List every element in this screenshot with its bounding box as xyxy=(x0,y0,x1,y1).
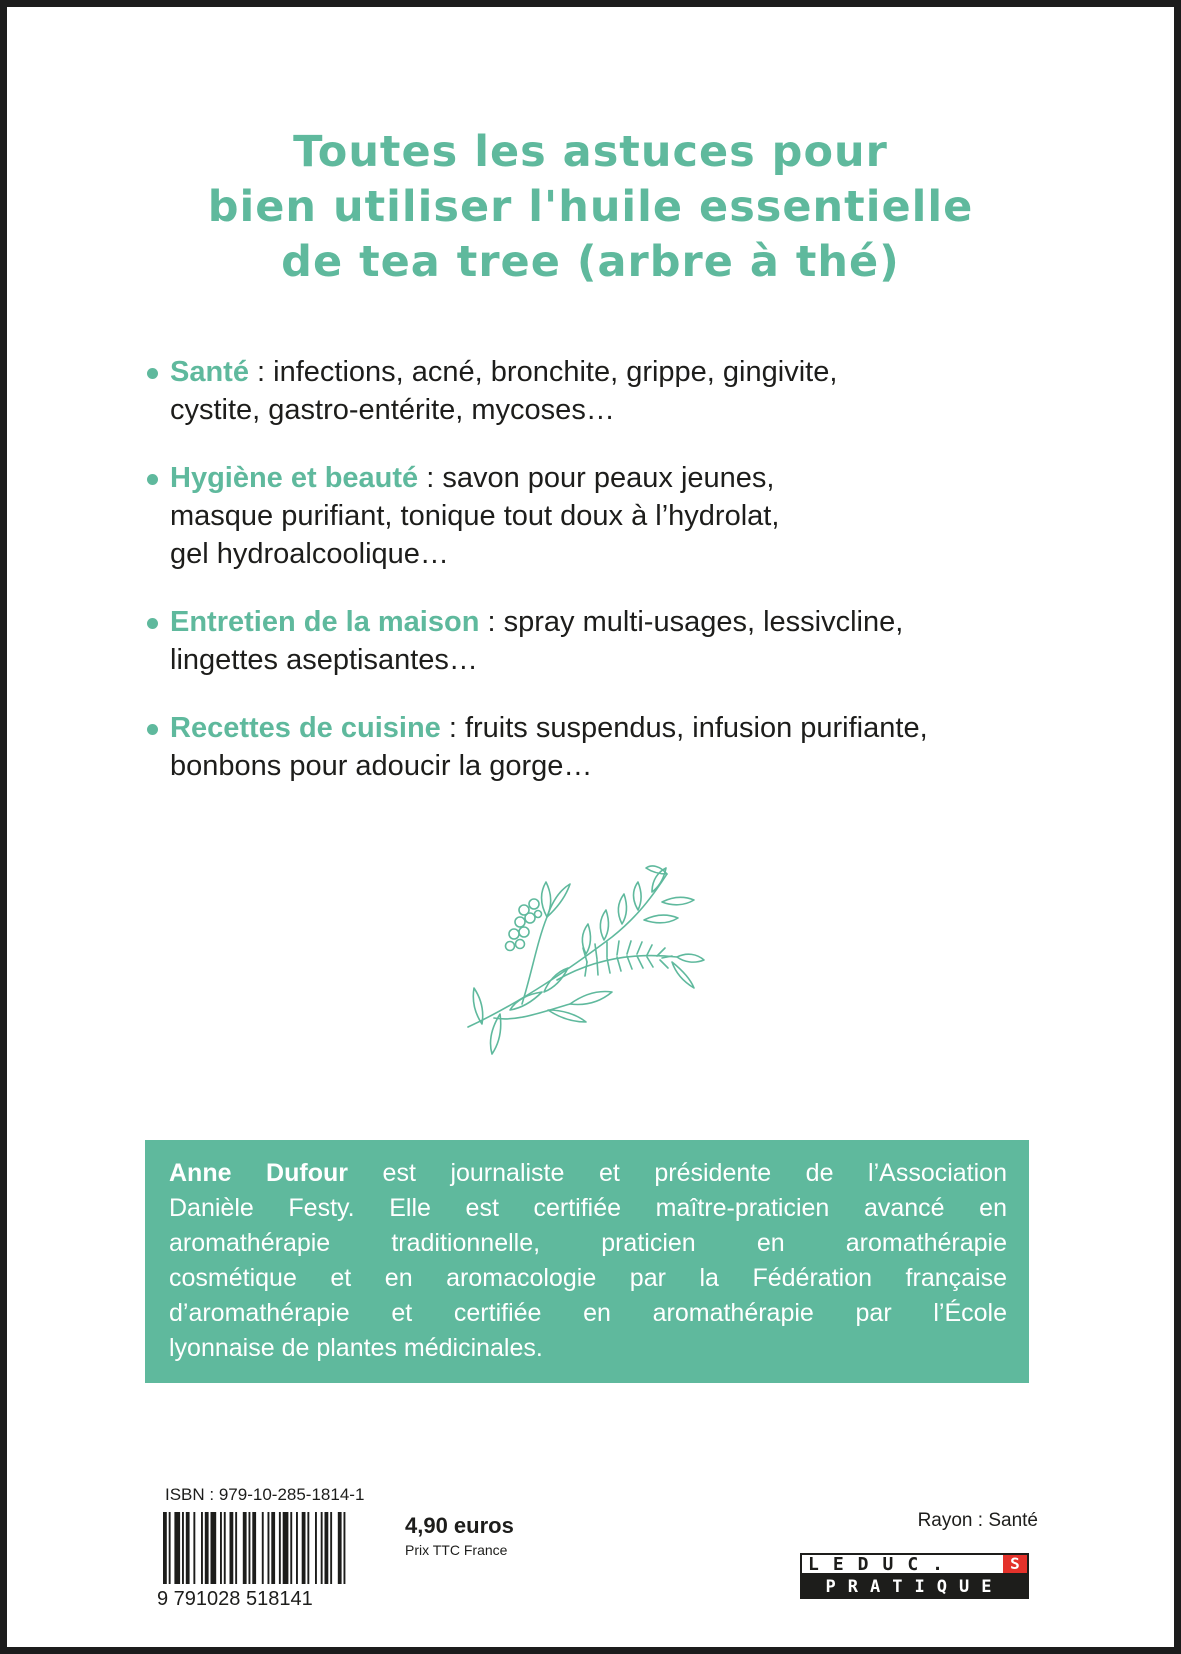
author-bio xyxy=(145,1140,1029,1383)
barcode-bar xyxy=(211,1512,217,1584)
barcode-bar xyxy=(169,1512,171,1584)
barcode-bar xyxy=(174,1512,180,1584)
bio-text: est journaliste et présidente de l’Association xyxy=(347,1159,1007,1187)
barcode-bar xyxy=(205,1512,209,1584)
title-line-1: Toutes les astuces pour xyxy=(293,127,888,177)
bullet-icon xyxy=(147,724,158,735)
barcode-bar xyxy=(279,1512,281,1584)
bio-text: lyonnaise de plantes médicinales. xyxy=(169,1334,543,1362)
bio-text: Danièle Festy. Elle est certifiée maître-praticien avancé en xyxy=(169,1194,1007,1222)
item-text: masque purifiant, tonique tout doux à l’hydrolat, xyxy=(170,500,780,532)
topics-list xyxy=(145,353,1045,815)
cover-title xyxy=(7,125,1174,290)
barcode-bar xyxy=(307,1512,309,1584)
tea-tree-branch-icon xyxy=(462,862,722,1062)
author-name: Anne Dufour xyxy=(169,1159,348,1187)
publisher-s: S xyxy=(1003,1555,1027,1573)
barcode-bar xyxy=(302,1512,306,1584)
barcode-bar xyxy=(338,1512,342,1584)
item-text: bonbons pour adoucir la gorge… xyxy=(170,750,593,782)
barcode-bar xyxy=(243,1512,247,1584)
barcode-bar xyxy=(321,1512,323,1584)
bio-text: cosmétique et en aromacologie par la Fédération française xyxy=(169,1264,1007,1292)
list-item xyxy=(145,459,1045,573)
price-note: Prix TTC France xyxy=(405,1542,508,1558)
barcode-bar xyxy=(283,1512,289,1584)
publisher-collection: PRATIQUE xyxy=(800,1575,1029,1599)
item-label: Hygiène et beauté xyxy=(170,462,419,494)
item-text: : fruits suspendus, infusion purifiante, xyxy=(440,712,928,744)
barcode-bar xyxy=(344,1512,346,1584)
barcode-bar xyxy=(262,1512,264,1584)
barcode-bar xyxy=(201,1512,203,1584)
title-line-3: de tea tree (arbre à thé) xyxy=(281,237,900,287)
bullet-icon xyxy=(147,618,158,629)
item-label: Recettes de cuisine xyxy=(170,712,441,744)
bio-text: aromathérapie traditionnelle, praticien en aromathérapie xyxy=(169,1229,1007,1257)
bio-text: d’aromathérapie et certifiée en aromathérapie par l’École xyxy=(169,1299,1007,1327)
barcode-bar xyxy=(193,1512,195,1584)
list-item xyxy=(145,353,1045,429)
item-text: lingettes aseptisantes… xyxy=(170,644,478,676)
bullet-icon xyxy=(147,368,158,379)
barcode-bar xyxy=(186,1512,190,1584)
barcode-bar xyxy=(224,1512,226,1584)
barcode-bar xyxy=(235,1512,237,1584)
barcode-bar xyxy=(230,1512,234,1584)
barcode-icon xyxy=(157,1512,397,1608)
barcode-digits: 9 791028 518141 xyxy=(157,1588,313,1608)
price: 4,90 euros xyxy=(405,1513,514,1538)
item-text: : infections, acné, bronchite, grippe, gingivite, xyxy=(248,356,838,388)
publisher-name: LEDUC. xyxy=(808,1554,958,1575)
publisher-logo xyxy=(800,1553,1029,1601)
item-label: Entretien de la maison xyxy=(170,606,480,638)
item-text: : spray multi-usages, lessivcline, xyxy=(479,606,904,638)
isbn: ISBN : 979-10-285-1814-1 xyxy=(165,1485,365,1504)
item-text: cystite, gastro-entérite, mycoses… xyxy=(170,394,615,426)
title-line-2: bien utiliser l'huile essentielle xyxy=(207,182,974,232)
list-item xyxy=(145,603,1045,679)
barcode-bar xyxy=(330,1512,332,1584)
barcode-bar xyxy=(325,1512,329,1584)
item-text: : savon pour peaux jeunes, xyxy=(418,462,775,494)
item-text: gel hydroalcoolique… xyxy=(170,538,449,570)
barcode-bar xyxy=(271,1512,275,1584)
shelf-category: Rayon : Santé xyxy=(917,1510,1038,1531)
barcode-bar xyxy=(182,1512,184,1584)
barcode-bar xyxy=(268,1512,270,1584)
item-label: Santé xyxy=(170,356,249,388)
barcode-bar xyxy=(296,1512,298,1584)
barcode-bar xyxy=(249,1512,251,1584)
barcode-bar xyxy=(252,1512,256,1584)
barcode-bar xyxy=(315,1512,317,1584)
list-item xyxy=(145,709,1045,785)
back-cover xyxy=(7,7,1174,1647)
barcode-bar xyxy=(163,1512,167,1584)
barcode-bar xyxy=(220,1512,222,1584)
bullet-icon xyxy=(147,474,158,485)
barcode-bar xyxy=(290,1512,292,1584)
